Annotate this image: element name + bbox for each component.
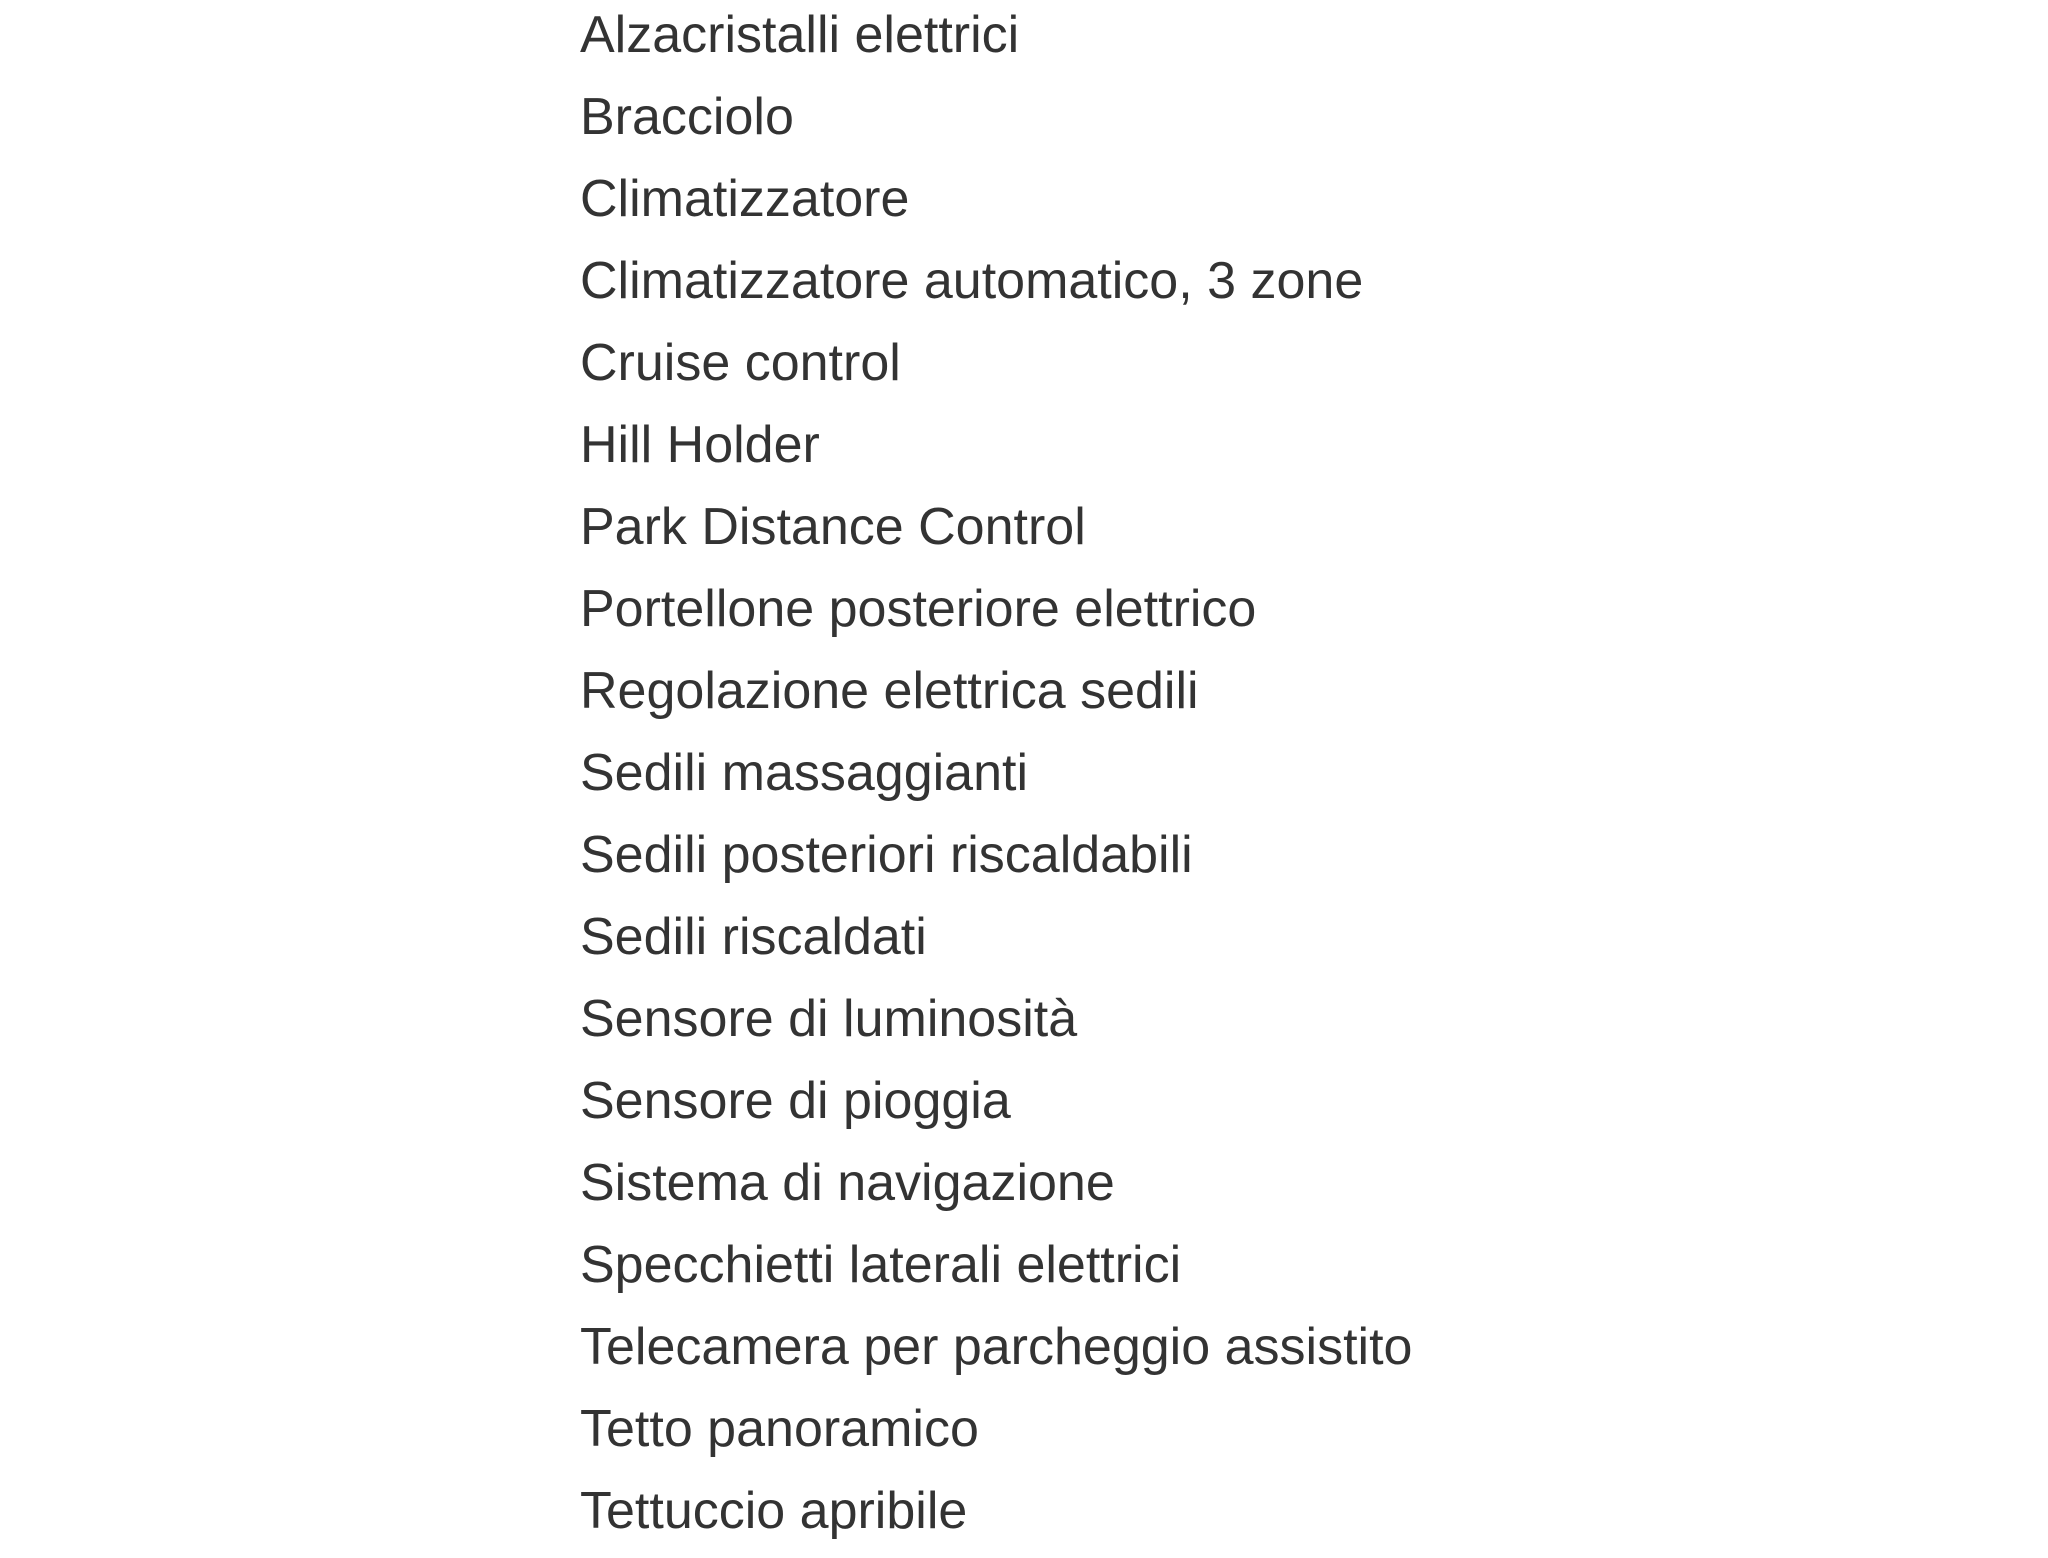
feature-item: Regolazione elettrica sedili [580,662,1199,720]
feature-item: Sensore di luminosità [580,990,1078,1048]
feature-item: Tetto panoramico [580,1400,979,1458]
feature-item: Alzacristalli elettrici [580,6,1020,64]
feature-item: Bracciolo [580,88,794,146]
feature-item: Sensore di pioggia [580,1072,1011,1130]
feature-item: Sedili riscaldati [580,908,927,966]
feature-item: Sedili posteriori riscaldabili [580,826,1193,884]
feature-item: Telecamera per parcheggio assistito [580,1318,1413,1376]
feature-item: Climatizzatore automatico, 3 zone [580,252,1364,310]
feature-item: Sistema di navigazione [580,1154,1115,1212]
feature-item: Park Distance Control [580,498,1086,556]
feature-item: Portellone posteriore elettrico [580,580,1257,638]
feature-item: Sedili massaggianti [580,744,1029,802]
feature-item: Tettuccio apribile [580,1482,968,1540]
feature-item: Climatizzatore [580,170,910,228]
feature-item: Hill Holder [580,416,820,474]
feature-item: Specchietti laterali elettrici [580,1236,1182,1294]
feature-item: Cruise control [580,334,901,392]
feature-list [580,0,1412,1558]
